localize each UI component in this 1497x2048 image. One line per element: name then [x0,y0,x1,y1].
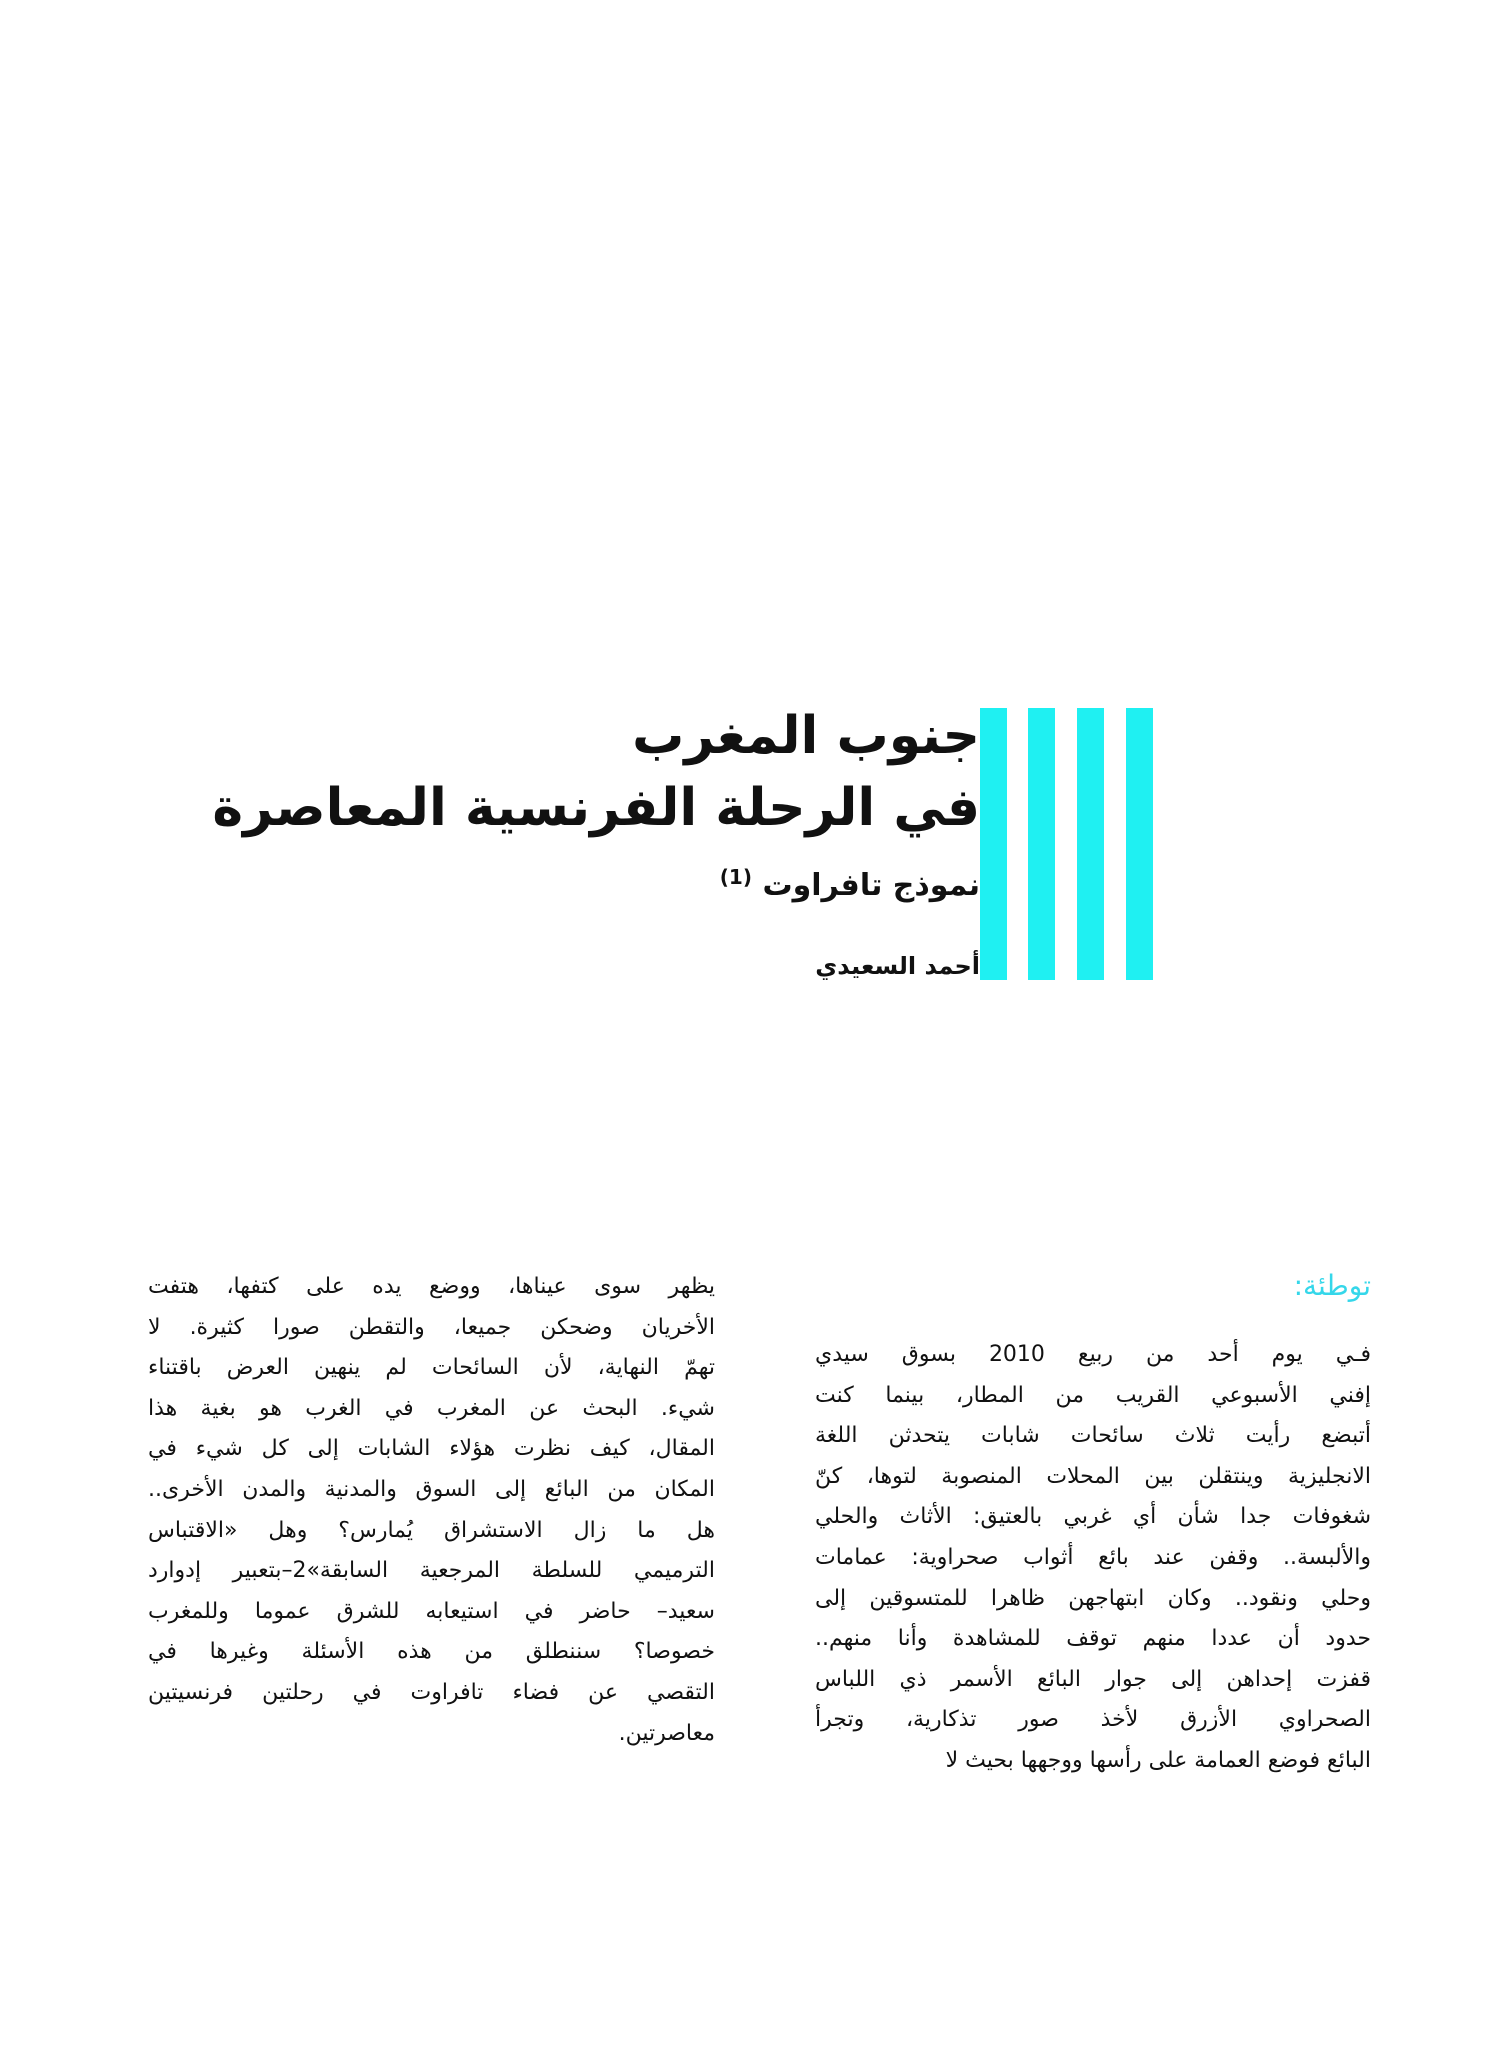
article-title-block [212,700,980,983]
paragraph-line: والألبسة.. وقفن عند بائع أثواب صحراوية: عمامات [815,1544,1371,1570]
author-name: أحمد السعيدي [815,952,980,980]
paragraph-line: حدود أن عددا منهم توقف للمشاهدة وأنا منهم.. [815,1626,1371,1652]
paragraph-line: وحلي ونقود.. وكان ابتهاجهن ظاهرا للمتسوقين إلى [815,1585,1371,1611]
article-title-line-1: جنوب المغرب [632,706,980,766]
paragraph-line: معاصرتين. [618,1720,715,1746]
paragraph-line: المقال، كيف نظرت هؤلاء الشابات إلى كل شيء في [148,1436,715,1462]
paragraph-line: شغوفات جدا شأن أي غربي بالعتيق: الأثاث والحلي [815,1504,1371,1530]
paragraph-line: الأخريان وضحكن جميعا، والتقطن صورا كثيرة. لا [148,1314,715,1340]
paragraph-line: تهمّ النهاية، لأن السائحات لم ينهين العرض باقتناء [148,1355,715,1381]
paragraph-line: قفزت إحداهن إلى جوار البائع الأسمر ذي اللباس [815,1666,1371,1692]
paragraph-line: الترميمي للسلطة المرجعية السابقة»2–بتعبير إدوارد [148,1558,715,1584]
paragraph-line: يظهر سوى عيناها، ووضع يده على كتفها، هتفت [148,1274,715,1299]
article-subtitle [280,856,980,907]
paragraph-line: سعيد– حاضر في استيعابه للشرق عموما وللمغرب [148,1598,715,1624]
decorative-bar-2-icon [1028,708,1055,980]
subtitle-text: نموذج تافراوت [762,868,980,903]
article-title-line-2: في الرحلة الفرنسية المعاصرة [212,778,980,838]
body-column-left [148,1267,715,1754]
paragraph-line: المكان من البائع إلى السوق والمدنية والمدن الأخرى.. [148,1476,715,1502]
paragraph-line: الصحراوي الأزرق لأخذ صور تذكارية، وتجرأ [815,1707,1371,1733]
decorative-bar-3-icon [1077,708,1104,980]
paragraph-line: هل ما زال الاستشراق يُمارس؟ وهل «الاقتباس [148,1517,715,1543]
section-heading: توطئة: [1293,1269,1371,1302]
subtitle-footnote-ref: (1) [719,865,752,889]
paragraph-line: الانجليزية وينتقلن بين المحلات المنصوبة لتوها، كنّ [815,1463,1371,1489]
paragraph-line: التقصي عن فضاء تافراوت في رحلتين فرنسيتين [148,1679,715,1705]
decorative-bar-4-icon [1126,708,1153,980]
paragraph-line: إفني الأسبوعي القريب من المطار، بينما كنت [815,1382,1371,1408]
paragraph-line: البائع فوضع العمامة على رأسها ووجهها بحيث لا [945,1747,1371,1773]
paragraph-line: فـي يوم أحد من ربيع 2010 بسوق سيدي [815,1342,1371,1367]
paragraph-line: أتبضع رأيت ثلاث سائحات شابات يتحدثن اللغة [815,1423,1371,1449]
paragraph-line: خصوصا؟ سننطلق من هذه الأسئلة وغيرها في [148,1639,715,1665]
paragraph-line: شيء. البحث عن المغرب في الغرب هو بغية هذا [148,1395,715,1421]
decorative-bar-1-icon [980,708,1007,980]
body-column-right [815,1335,1371,1782]
